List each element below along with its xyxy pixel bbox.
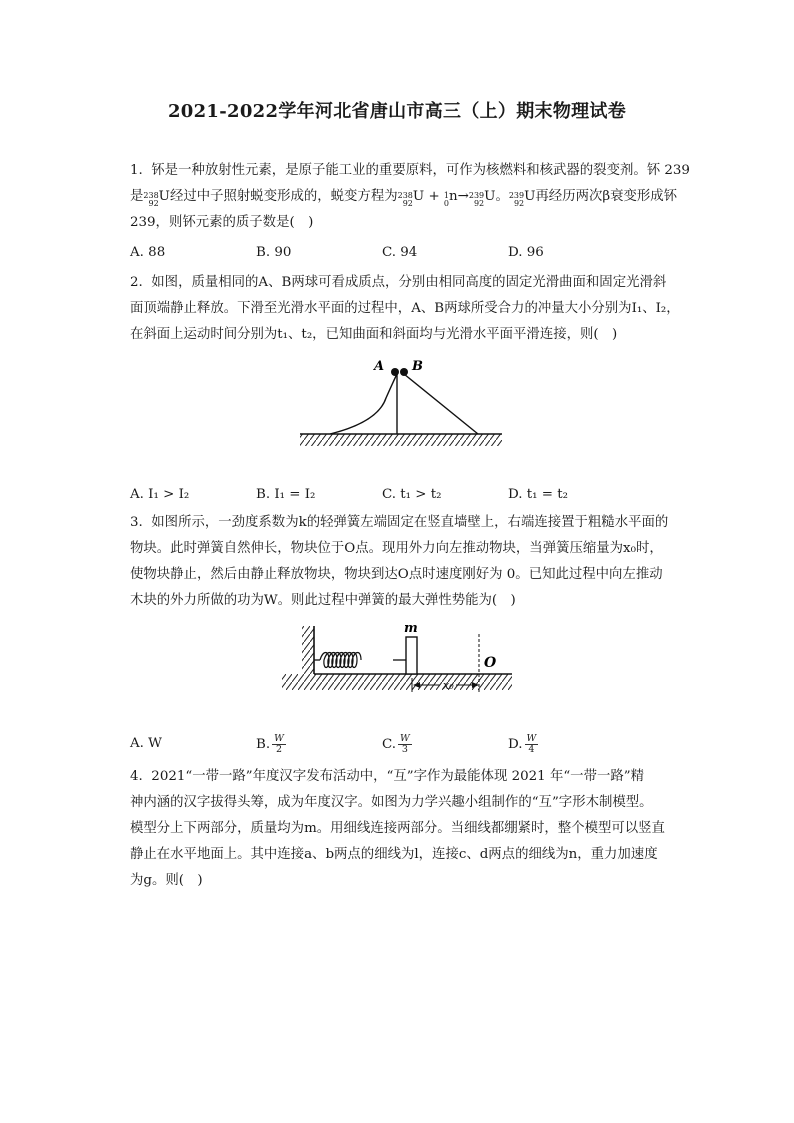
frac-c-den: 3 <box>401 744 408 755</box>
nuclide-u239-ref <box>509 184 536 210</box>
q3-option-a[interactable] <box>130 736 162 751</box>
q3-line-1 <box>130 510 700 536</box>
q1-number: 1. <box>130 163 143 178</box>
q1-line-1 <box>130 158 700 184</box>
q4-line-4: 静止在水平地面上。其中连接a、b两点的细线为l，连接c、d两点的细线为n，重力加速度 <box>130 847 658 862</box>
label-a: A <box>374 359 385 374</box>
u239-mass: 239 <box>468 191 485 200</box>
neutron-symbol: n <box>449 189 458 204</box>
frac-d-den: 4 <box>528 744 535 755</box>
q2-line-2: 面顶端静止释放。下滑至光滑水平面的过程中，A、B两球所受合力的冲量大小分别为I₁、I₂， <box>130 301 680 316</box>
eq-neutron <box>444 184 458 210</box>
u239-ref-mass: 239 <box>508 191 525 200</box>
q4-line-5: 为g。则( ) <box>130 873 203 888</box>
eq-u238-mass: 238 <box>397 191 413 200</box>
u238-z: 92 <box>148 199 159 208</box>
u238-mass: 238 <box>143 191 159 200</box>
q3-line-2: 物块。此时弹簧自然伸长，物块位于O点。现用外力向左推动物块，当弹簧压缩量为x₀时， <box>130 541 663 556</box>
q2-options <box>130 487 690 511</box>
fraction-w-over-2 <box>272 734 286 755</box>
q3-option-b[interactable] <box>256 734 286 755</box>
incline-plane <box>404 374 478 434</box>
q1-text-2b: U经过中子照射蜕变形成的，蜕变方程为 <box>158 189 398 204</box>
neutron-mass: 1 <box>443 191 450 200</box>
q1-line-2 <box>130 184 700 210</box>
ball-a <box>391 368 399 376</box>
nuclide-u238 <box>143 184 158 210</box>
q4-number: 4. <box>130 769 143 784</box>
eq-nuclide-u238 <box>398 184 425 210</box>
q1-option-d[interactable]: D. 96 <box>508 245 544 260</box>
q2-option-c[interactable]: C. t₁ > t₂ <box>382 487 442 502</box>
spring-coil <box>320 653 361 668</box>
q2-option-b[interactable]: B. I₁ = I₂ <box>256 487 316 502</box>
question-4 <box>130 764 700 894</box>
label-m: m <box>404 621 418 636</box>
floor-hatch <box>282 674 512 690</box>
wall-hatch <box>302 626 314 674</box>
eq-arrow: → <box>457 189 469 204</box>
question-1 <box>130 158 700 236</box>
q3-option-d-prefix: D. <box>508 737 523 752</box>
ground-hatch <box>300 434 502 446</box>
question-3 <box>130 510 700 614</box>
eq-nuclide-u239 <box>469 184 496 210</box>
neutron-z: 0 <box>443 199 450 208</box>
fraction-w-over-3 <box>398 734 412 755</box>
q2-option-a[interactable]: A. I₁ > I₂ <box>130 487 190 502</box>
u239-z: 92 <box>473 199 485 208</box>
frac-c-num: W <box>400 733 410 744</box>
frac-b-den: 2 <box>275 744 283 755</box>
q3-option-b-prefix: B. <box>256 737 271 752</box>
q1-option-a[interactable]: A. 88 <box>130 245 166 260</box>
q1-text-2a: 是 <box>130 189 144 204</box>
q3-option-d[interactable] <box>508 734 538 755</box>
q2-number: 2. <box>130 275 143 290</box>
q1-line-3: 239，则钚元素的质子数是( ) <box>130 215 314 230</box>
label-o: O <box>484 655 497 671</box>
q3-option-c-prefix: C. <box>382 737 397 752</box>
label-x0: x₀ <box>443 679 454 692</box>
q3-line-4: 木块的外力所做的功为W。则此过程中弹簧的最大弹性势能为( ) <box>130 593 516 608</box>
eq-u238-z: 92 <box>402 199 413 208</box>
q2-line-1 <box>130 270 700 296</box>
eq-end: 。 <box>495 189 509 204</box>
q3-option-a-text: A. W <box>130 736 162 751</box>
eq-plus: + <box>424 189 444 204</box>
q1-option-b[interactable]: B. 90 <box>256 245 292 260</box>
q3-figure <box>280 618 514 698</box>
q3-options <box>130 734 690 764</box>
q2-option-d[interactable]: D. t₁ = t₂ <box>508 487 569 502</box>
q1-options <box>130 245 690 269</box>
ball-b <box>400 368 408 376</box>
q3-number: 3. <box>130 515 143 530</box>
q1-option-c[interactable]: C. 94 <box>382 245 418 260</box>
q4-line-1 <box>130 764 700 790</box>
q1-text-1: 钚是一种放射性元素，是原子能工业的重要原料，可作为核燃料和核武器的裂变剂。钚 239 <box>151 163 690 178</box>
u239-symbol: U <box>484 189 496 204</box>
q4-text-1: 2021“一带一路”年度汉字发布活动中，“互”字作为最能体现 2021 年“一带一路”精 <box>151 769 644 784</box>
frac-d-num: W <box>526 733 537 744</box>
question-2 <box>130 270 700 348</box>
smooth-curve <box>330 374 397 434</box>
fraction-w-over-4 <box>525 734 539 755</box>
q1-text-2c: 再经历两次β衰变形成钚 <box>535 189 678 204</box>
q3-line-3: 使物块静止，然后由静止释放物块，物块到达O点时速度刚好为 0。已知此过程中向左推动 <box>130 567 663 582</box>
q4-line-3: 模型分上下两部分，质量均为m。用细线连接两部分。当细线都绷紧时，整个模型可以竖直 <box>130 821 665 836</box>
frac-b-num: W <box>274 733 284 744</box>
q2-line-3: 在斜面上运动时间分别为t₁、t₂，已知曲面和斜面均与光滑水平面平滑连接，则( ) <box>130 327 618 342</box>
u239-ref-z: 92 <box>513 199 525 208</box>
q3-text-1: 如图所示，一劲度系数为k的轻弹簧左端固定在竖直墙壁上，右端连接置于粗糙水平面的 <box>151 515 669 530</box>
q4-line-2: 神内涵的汉字拔得头筹，成为年度汉字。如图为力学兴趣小组制作的“互”字形木制模型。 <box>130 795 653 810</box>
eq-u238-symbol: U <box>412 189 425 204</box>
block-m <box>406 637 417 674</box>
u239-ref-symbol: U <box>524 189 536 204</box>
q2-figure <box>298 352 504 452</box>
page-title: 2021-2022学年河北省唐山市高三（上）期末物理试卷 <box>167 101 627 122</box>
q2-text-1: 如图，质量相同的A、B两球可看成质点，分别由相同高度的固定光滑曲面和固定光滑斜 <box>151 275 667 290</box>
q3-option-c[interactable] <box>382 734 412 755</box>
label-b: B <box>412 359 423 374</box>
